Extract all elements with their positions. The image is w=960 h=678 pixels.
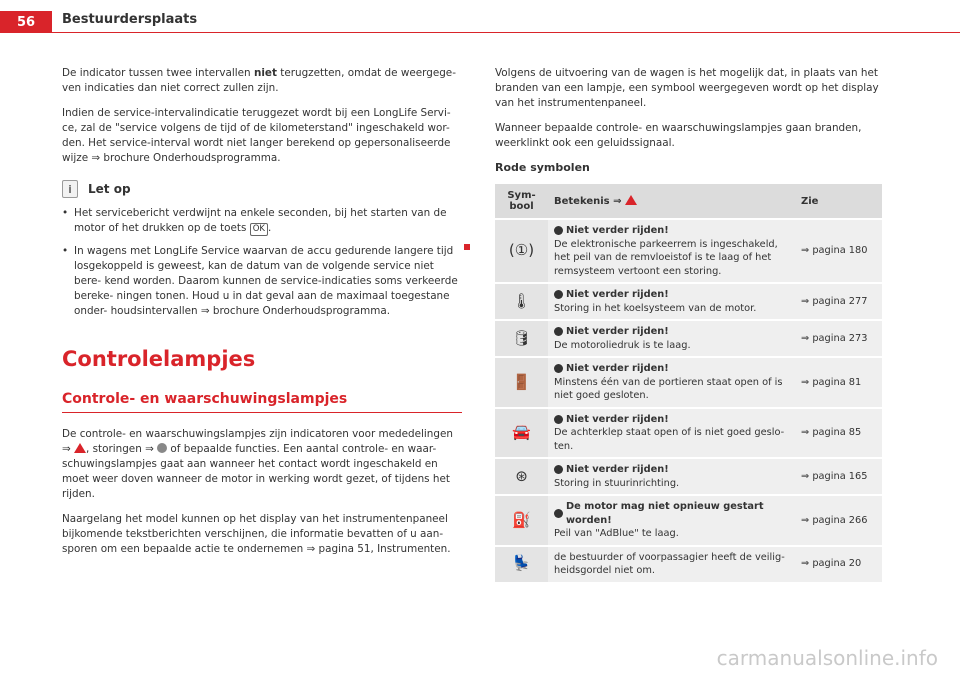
row-title: Niet verder rijden!: [554, 224, 789, 238]
warning-triangle-icon: [625, 195, 637, 205]
row-title: Niet verder rijden!: [554, 325, 789, 339]
table-row: [495, 284, 882, 319]
col-header-meaning: Betekenis ⇒: [548, 184, 795, 218]
row-text: De achterklep staat open of is niet goed geslo- ten.: [554, 427, 785, 452]
tailgate-open-icon: 🚘: [495, 409, 548, 458]
stop-icon: [554, 290, 563, 299]
page-reference[interactable]: ⇒ pagina 277: [795, 284, 882, 319]
right-column: [495, 66, 895, 584]
ok-key-icon: OK: [250, 223, 268, 236]
page-reference[interactable]: ⇒ pagina 266: [795, 496, 882, 545]
malfunction-icon: [157, 443, 167, 453]
warning-triangle-icon: [74, 443, 86, 453]
table-row: [495, 409, 882, 458]
row-text: Storing in stuurinrichting.: [554, 477, 680, 489]
stop-icon: [554, 226, 563, 235]
col-header-symbol: Sym- bool: [495, 184, 548, 218]
section-title: Controlelampjes: [62, 347, 256, 371]
page-reference[interactable]: ⇒ pagina 85: [795, 409, 882, 458]
paragraph-symbol-display: Volgens de uitvoering van de wagen is het mogelijk dat, in plaats van het branden van een lampje, een symbool weergegeven wordt op het display van het instrumentenpaneel.: [495, 67, 879, 109]
row-text: Peil van "AdBlue" te laag.: [554, 528, 679, 539]
parking-brake-icon: (①): [495, 220, 548, 282]
stop-icon: [554, 327, 563, 336]
note-bullet-1: • Het servicebericht verdwijnt na enkele seconden, bij het starten van de motor of het drukken op de toets OK .: [62, 207, 447, 234]
meaning-cell: [548, 321, 795, 356]
meaning-cell: [548, 220, 795, 282]
stop-icon: [554, 415, 563, 424]
paragraph-sound-signal: Wanneer bepaalde controle- en waarschuwingslampjes gaan branden, weerklinkt ook een geluidssignaal.: [495, 122, 862, 149]
table-row: [495, 358, 882, 407]
paragraph-display-messages: Naargelang het model kunnen op het display van het instrumentenpaneel bijkomende tekstberichten verschijnen, die informatie bevatten of u aan- sporen om een bepaalde actie te ondernemen ⇒ pagina 51, Instrumenten.: [62, 513, 451, 555]
table-row: [495, 459, 882, 494]
paragraph-lamps-intro: De controle- en waarschuwingslampjes zijn indicatoren voor mededelingen ⇒ , storingen ⇒ of bepaalde functies. Een aantal controle- en waar- schuwingslampjes gaat aan wanneer het contact wordt ingeschakeld en moet weer doven wanneer de motor in werking wordt gezet, of tijdens het rijden.: [62, 428, 453, 500]
meaning-cell: [548, 284, 795, 319]
page-header: [0, 0, 960, 34]
door-open-icon: 🚪: [495, 358, 548, 407]
paragraph-reset-warning: De indicator tussen twee intervallen niet terugzetten, omdat de weergege- ven indicaties dan niet correct zullen zijn.: [62, 67, 456, 94]
col-header-see: Zie: [795, 184, 882, 218]
meaning-cell: [548, 358, 795, 407]
watermark: carmanualsonline.info: [716, 646, 938, 670]
coolant-temperature-icon: 🌡: [495, 284, 548, 319]
page-number: 56: [0, 11, 52, 33]
row-text: De motoroliedruk is te laag.: [554, 339, 691, 351]
stop-icon: [554, 509, 563, 518]
row-text: De elektronische parkeerrem is ingeschakeld, het peil van de remvloeistof is te laag of het remsysteem vertoont een storing.: [554, 238, 778, 277]
row-title: Niet verder rijden!: [554, 413, 789, 427]
page-reference[interactable]: ⇒ pagina 165: [795, 459, 882, 494]
meaning-cell: [548, 459, 795, 494]
left-column: [62, 66, 462, 567]
steering-icon: ⊛: [495, 459, 548, 494]
page-reference[interactable]: ⇒ pagina 20: [795, 547, 882, 582]
row-text: Storing in het koelsysteem van de motor.: [554, 302, 757, 314]
red-symbols-table: [495, 182, 882, 584]
subsection-title: Controle- en waarschuwingslampjes: [62, 391, 462, 413]
row-text: de bestuurder of voorpassagier heeft de veilig- heidsgordel niet om.: [554, 551, 785, 576]
paragraph-longlife: Indien de service-intervalindicatie teruggezet wordt bij een LongLife Servi- ce, zal de "service volgens de tijd of de kilometerstand" ingeschakeld wor- den. Het service-interval wordt niet langer berekend op gepersonaliseerde wijze ⇒ brochure Onderhoudsprogramma.: [62, 107, 451, 164]
note-title: Let op: [88, 182, 131, 196]
stop-icon: [554, 465, 563, 474]
table-title: Rode symbolen: [495, 161, 590, 174]
row-title: De motor mag niet opnieuw gestart worden!: [554, 500, 789, 527]
table-row: [495, 321, 882, 356]
page-reference[interactable]: ⇒ pagina 81: [795, 358, 882, 407]
page-reference[interactable]: ⇒ pagina 180: [795, 220, 882, 282]
chapter-title: Bestuurdersplaats: [62, 12, 198, 27]
note-heading: [62, 180, 462, 198]
meaning-cell: [548, 547, 795, 582]
meaning-cell: [548, 496, 795, 545]
info-note-icon: i: [62, 180, 78, 198]
adblue-icon: ⛽: [495, 496, 548, 545]
table-row: [495, 220, 882, 282]
row-text: Minstens één van de portieren staat open of is niet goed gesloten.: [554, 376, 783, 401]
table-row: [495, 496, 882, 545]
meaning-cell: [548, 409, 795, 458]
header-rule: [52, 32, 960, 33]
note-bullet-2: • In wagens met LongLife Service waarvan de accu gedurende langere tijd losgekoppeld is geweest, kan de datum van de volgende service niet bere- kend worden. Daarom kunnen de service-indicaties soms verkeerde bereke- ningen tonen. Houd u in dat geval aan de maximaal toegestane onder- houdsintervallen ⇒ brochure Onderhoudsprogramma.: [62, 244, 462, 319]
seatbelt-icon: 💺: [495, 547, 548, 582]
row-title: Niet verder rijden!: [554, 362, 789, 376]
oil-pressure-icon: 🛢: [495, 321, 548, 356]
row-title: Niet verder rijden!: [554, 288, 789, 302]
stop-icon: [554, 364, 563, 373]
page-reference[interactable]: ⇒ pagina 273: [795, 321, 882, 356]
row-title: Niet verder rijden!: [554, 463, 789, 477]
section-end-mark: [464, 244, 470, 250]
table-row: [495, 547, 882, 582]
